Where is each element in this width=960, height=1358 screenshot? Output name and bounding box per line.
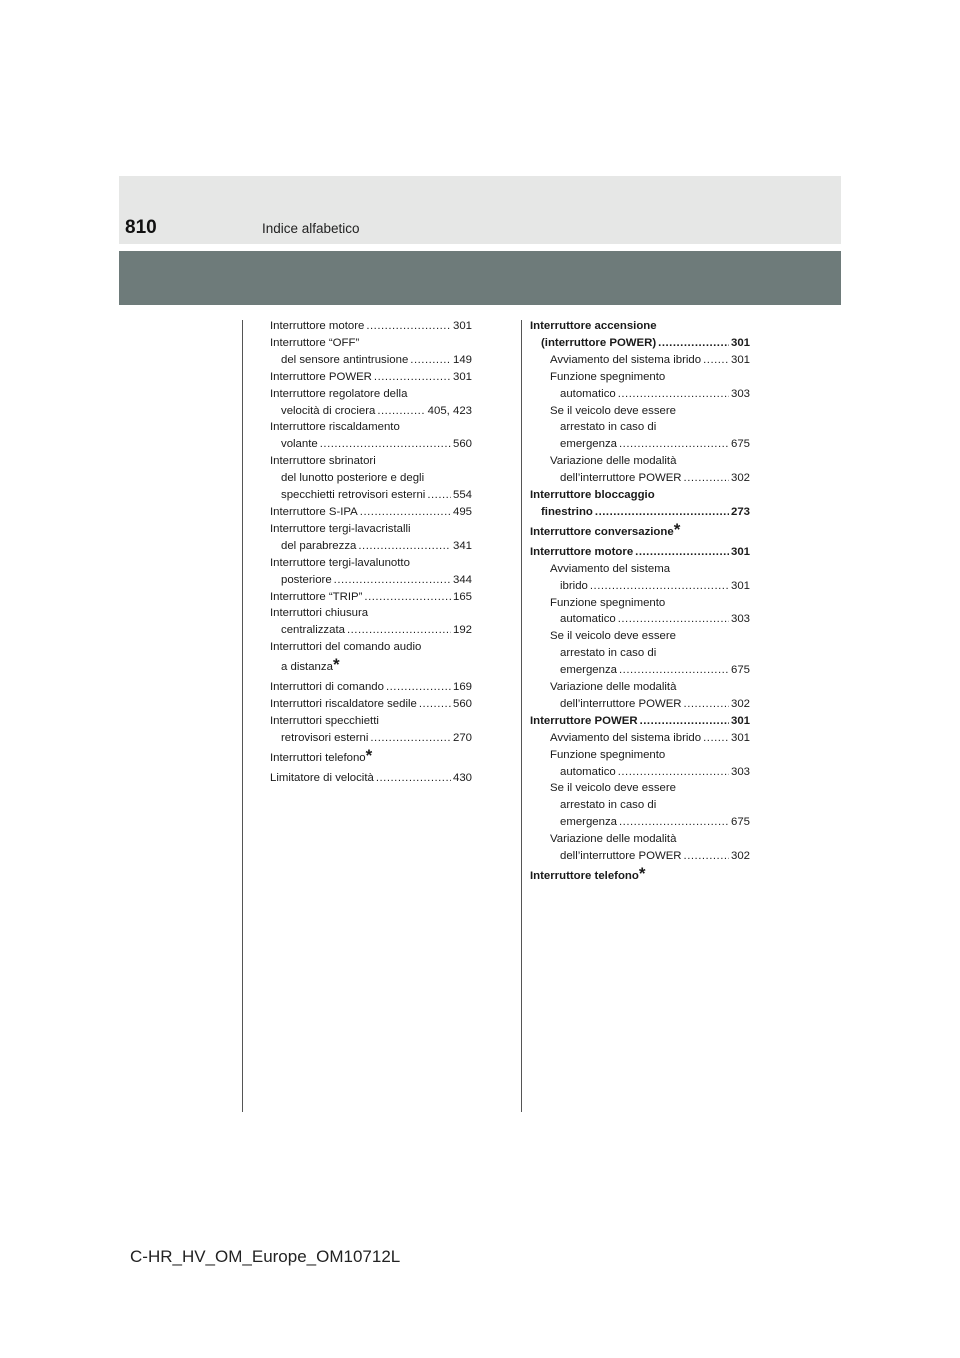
index-entry-text: Variazione delle modalità bbox=[550, 681, 677, 694]
index-entry-text: Funzione spegnimento bbox=[550, 370, 666, 383]
index-entry-page: 301 bbox=[730, 731, 750, 744]
index-entry bbox=[530, 487, 750, 504]
dot-leader bbox=[374, 369, 451, 386]
dot-leader bbox=[595, 504, 729, 521]
index-entry-text: arrestato in caso di bbox=[560, 647, 657, 660]
index-entry-text: ibrido bbox=[560, 579, 588, 592]
index-entry-page: 675 bbox=[730, 438, 750, 451]
index-entry-text: Interruttore motore bbox=[530, 545, 634, 558]
dot-leader bbox=[618, 611, 729, 628]
dot-leader bbox=[320, 436, 451, 453]
index-entry bbox=[530, 561, 750, 578]
document-code: C-HR_HV_OM_Europe_OM10712L bbox=[130, 1247, 401, 1266]
index-entry-page: 344 bbox=[452, 573, 472, 586]
index-entry-text: Interruttore accensione bbox=[530, 320, 657, 332]
index-entry bbox=[270, 696, 472, 713]
dot-leader bbox=[364, 589, 451, 606]
index-entry-text: del lunotto posteriore e degli bbox=[281, 472, 425, 485]
index-entry-page: 301 bbox=[730, 714, 750, 727]
index-entry-text: Avviamento del sistema ibrido bbox=[550, 353, 702, 366]
index-entry bbox=[530, 335, 750, 352]
dot-leader bbox=[619, 436, 729, 453]
index-entry-text: Interruttori chiusura bbox=[270, 607, 369, 620]
index-entry-page: 169 bbox=[452, 681, 472, 694]
index-entry bbox=[270, 487, 472, 504]
index-entry-page: 560 bbox=[452, 438, 472, 451]
dot-leader bbox=[590, 578, 729, 595]
dot-leader bbox=[684, 470, 729, 487]
index-entry-page: 303 bbox=[730, 613, 750, 626]
index-column-2 bbox=[530, 318, 750, 888]
index-entry-text: Interruttori di comando bbox=[270, 681, 384, 694]
index-entry-text: Variazione delle modalità bbox=[550, 455, 677, 468]
dot-leader bbox=[619, 662, 729, 679]
dot-leader bbox=[334, 572, 451, 589]
dot-leader bbox=[410, 352, 451, 369]
index-entry-text: posteriore bbox=[281, 573, 332, 586]
index-column-1 bbox=[270, 318, 472, 786]
index-entry-text: Interruttori del comando audio bbox=[270, 641, 422, 654]
index-entry-text: Interruttore regolatore della bbox=[270, 387, 408, 400]
index-entry-page: 405, 423 bbox=[427, 404, 472, 417]
index-entry-page: 675 bbox=[730, 664, 750, 677]
dot-leader bbox=[370, 730, 451, 747]
index-entry-text: Interruttore riscaldamento bbox=[270, 421, 400, 434]
index-entry bbox=[270, 369, 472, 386]
index-entry-text: Avviamento del sistema ibrido bbox=[550, 731, 702, 744]
index-entry bbox=[270, 730, 472, 747]
index-entry: a distanza * bbox=[281, 655, 340, 675]
index-entry bbox=[530, 730, 750, 747]
index-entry-text: (interruttore POWER) bbox=[541, 336, 657, 349]
dot-leader bbox=[347, 622, 451, 639]
index-entry-page: 554 bbox=[452, 489, 472, 502]
index-entry: Interruttori telefono * bbox=[270, 745, 373, 765]
index-entry bbox=[270, 679, 472, 696]
index-entry bbox=[270, 453, 472, 470]
index-entry bbox=[530, 352, 750, 369]
index-entry-page: 301 bbox=[452, 320, 472, 332]
dot-leader bbox=[640, 713, 729, 730]
dot-leader bbox=[427, 487, 451, 504]
index-entry-page: 675 bbox=[730, 816, 750, 829]
index-entry bbox=[270, 605, 472, 622]
index-entry-text: Interruttore tergi-lavacristalli bbox=[270, 522, 411, 535]
header-banner bbox=[119, 251, 841, 305]
index-entry bbox=[530, 848, 750, 865]
index-entry-text: del sensore antintrusione bbox=[281, 353, 409, 366]
column-divider-left bbox=[242, 320, 243, 1112]
index-entry-page: 341 bbox=[452, 539, 472, 552]
index-entry-text: specchietti retrovisori esterni bbox=[281, 489, 426, 502]
index-entry bbox=[530, 436, 750, 453]
index-entry-text: automatico bbox=[560, 387, 616, 400]
dot-leader bbox=[386, 679, 451, 696]
index-entry bbox=[530, 628, 750, 645]
index-entry-text: Interruttori riscaldatore sedile bbox=[270, 697, 417, 710]
index-entry bbox=[530, 544, 750, 561]
index-entry-text: velocità di crociera bbox=[281, 404, 376, 417]
dot-leader bbox=[684, 848, 729, 865]
index-entry-text: dell’interruttore POWER bbox=[560, 472, 682, 485]
index-entry-text: Interruttore bloccaggio bbox=[530, 489, 655, 502]
index-entry-text: Interruttore “OFF” bbox=[270, 336, 360, 349]
index-entry-text: Interruttore POWER bbox=[530, 714, 638, 727]
index-entry-text: a distanza bbox=[281, 661, 333, 674]
index-entry bbox=[270, 403, 472, 420]
dot-leader bbox=[619, 814, 729, 831]
dot-leader bbox=[684, 696, 729, 713]
index-entry bbox=[270, 713, 472, 730]
index-entry-text: arrestato in caso di bbox=[560, 799, 657, 812]
index-entry bbox=[530, 645, 750, 662]
dot-leader bbox=[377, 403, 425, 420]
index-entry-text: automatico bbox=[560, 613, 616, 626]
index-entry-page: 495 bbox=[452, 505, 472, 518]
index-entry bbox=[530, 611, 750, 628]
index-entry bbox=[530, 696, 750, 713]
dot-leader bbox=[618, 764, 729, 781]
index-entry-page: 301 bbox=[730, 353, 750, 366]
index-entry-text: Interruttore tergi-lavalunotto bbox=[270, 556, 410, 569]
index-entry-text: Se il veicolo deve essere bbox=[550, 782, 676, 795]
index-entry-text: volante bbox=[281, 438, 318, 451]
index-entry bbox=[270, 572, 472, 589]
index-entry-page: 301 bbox=[730, 336, 750, 349]
page-header bbox=[119, 176, 841, 244]
index-entry bbox=[270, 335, 472, 352]
dot-leader bbox=[358, 538, 451, 555]
index-entry-page: 430 bbox=[452, 771, 472, 784]
index-entry-text: Se il veicolo deve essere bbox=[550, 630, 676, 643]
index-entry-text: dell’interruttore POWER bbox=[560, 697, 682, 710]
index-entry bbox=[270, 352, 472, 369]
index-entry-text: retrovisori esterni bbox=[281, 731, 369, 744]
index-entry-page: 302 bbox=[730, 472, 750, 485]
index-entry bbox=[270, 318, 472, 335]
section-title: Indice alfabetico bbox=[262, 221, 360, 236]
index-entry-page: 270 bbox=[452, 731, 472, 744]
index-entry bbox=[530, 504, 750, 521]
dot-leader bbox=[366, 318, 451, 335]
dot-leader bbox=[618, 386, 729, 403]
index-entry bbox=[530, 831, 750, 848]
index-entry-page: 302 bbox=[730, 697, 750, 710]
dot-leader bbox=[703, 352, 729, 369]
index-entry bbox=[530, 764, 750, 781]
index-entry bbox=[530, 386, 750, 403]
index-entry-text: arrestato in caso di bbox=[560, 421, 657, 434]
index-entry bbox=[530, 780, 750, 797]
index-entry bbox=[270, 622, 472, 639]
index-entry-text: Interruttore sbrinatori bbox=[270, 455, 376, 468]
index-entry bbox=[270, 419, 472, 436]
dot-leader bbox=[419, 696, 451, 713]
index-entry bbox=[270, 555, 472, 572]
column-divider-middle bbox=[521, 320, 522, 1112]
index-entry-text: emergenza bbox=[560, 664, 617, 677]
index-entry bbox=[530, 403, 750, 420]
index-entry bbox=[530, 814, 750, 831]
index-entry bbox=[530, 595, 750, 612]
index-entry-text: Interruttore telefono bbox=[530, 870, 639, 882]
dot-leader bbox=[376, 770, 451, 787]
index-entry-text: Se il veicolo deve essere bbox=[550, 404, 676, 417]
index-entry-text: Interruttori telefono bbox=[270, 751, 366, 764]
index-entry-page: 303 bbox=[730, 387, 750, 400]
index-entry-page: 303 bbox=[730, 765, 750, 778]
index-entry-text: centralizzata bbox=[281, 624, 345, 637]
dot-leader bbox=[703, 730, 729, 747]
index-entry-text: Funzione spegnimento bbox=[550, 596, 666, 609]
index-entry-text: emergenza bbox=[560, 438, 617, 451]
index-entry-text: emergenza bbox=[560, 816, 617, 829]
index-entry bbox=[270, 521, 472, 538]
index-entry bbox=[530, 713, 750, 730]
index-entry-text: Interruttore S-IPA bbox=[270, 505, 358, 518]
index-entry-page: 301 bbox=[730, 579, 750, 592]
index-entry-text: Limitatore di velocità bbox=[270, 771, 374, 784]
index-entry-page: 560 bbox=[452, 697, 472, 710]
index-entry bbox=[530, 747, 750, 764]
index-entry bbox=[270, 538, 472, 555]
index-entry-page: 192 bbox=[452, 624, 472, 637]
dot-leader bbox=[658, 335, 729, 352]
dot-leader bbox=[635, 544, 729, 561]
index-entry bbox=[530, 419, 750, 436]
index-entry bbox=[270, 504, 472, 521]
dot-leader bbox=[360, 504, 451, 521]
index-entry-text: Interruttore conversazione bbox=[530, 525, 674, 538]
index-entry-text: automatico bbox=[560, 765, 616, 778]
index-entry bbox=[530, 578, 750, 595]
page-number: 810 bbox=[125, 217, 157, 238]
index-entry-text: Interruttori specchietti bbox=[270, 714, 379, 727]
index-entry-text: finestrino bbox=[541, 505, 593, 518]
index-entry-page: 149 bbox=[452, 353, 472, 366]
index-entry bbox=[270, 386, 472, 403]
index-entry: Interruttore telefono * bbox=[530, 864, 646, 883]
index-entry-page: 165 bbox=[452, 590, 472, 603]
index-entry bbox=[530, 369, 750, 386]
index-entry-text: del parabrezza bbox=[281, 539, 357, 552]
index-entry-text: Interruttore POWER bbox=[270, 370, 372, 383]
index-entry-text: Interruttore “TRIP” bbox=[270, 590, 363, 603]
index-entry bbox=[530, 679, 750, 696]
index-entry-text: Funzione spegnimento bbox=[550, 748, 666, 761]
index-entry bbox=[270, 436, 472, 453]
index-entry bbox=[530, 470, 750, 487]
index-entry-text: Variazione delle modalità bbox=[550, 833, 677, 846]
index-entry-page: 302 bbox=[730, 850, 750, 863]
index-entry-text: Avviamento del sistema bbox=[550, 562, 671, 575]
index-entry bbox=[530, 453, 750, 470]
index-entry bbox=[270, 639, 472, 656]
index-entry-text: dell’interruttore POWER bbox=[560, 850, 682, 863]
index-entry-text: Interruttore motore bbox=[270, 320, 365, 332]
index-entry bbox=[530, 318, 750, 335]
index-entry bbox=[530, 662, 750, 679]
index-entry bbox=[270, 470, 472, 487]
index-entry-page: 301 bbox=[730, 545, 750, 558]
index-entry-page: 273 bbox=[730, 505, 750, 518]
index-entry: Interruttore conversazione * bbox=[530, 519, 681, 539]
index-entry bbox=[270, 589, 472, 606]
index-entry bbox=[270, 770, 472, 787]
index-entry bbox=[530, 797, 750, 814]
index-entry-page: 301 bbox=[452, 370, 472, 383]
